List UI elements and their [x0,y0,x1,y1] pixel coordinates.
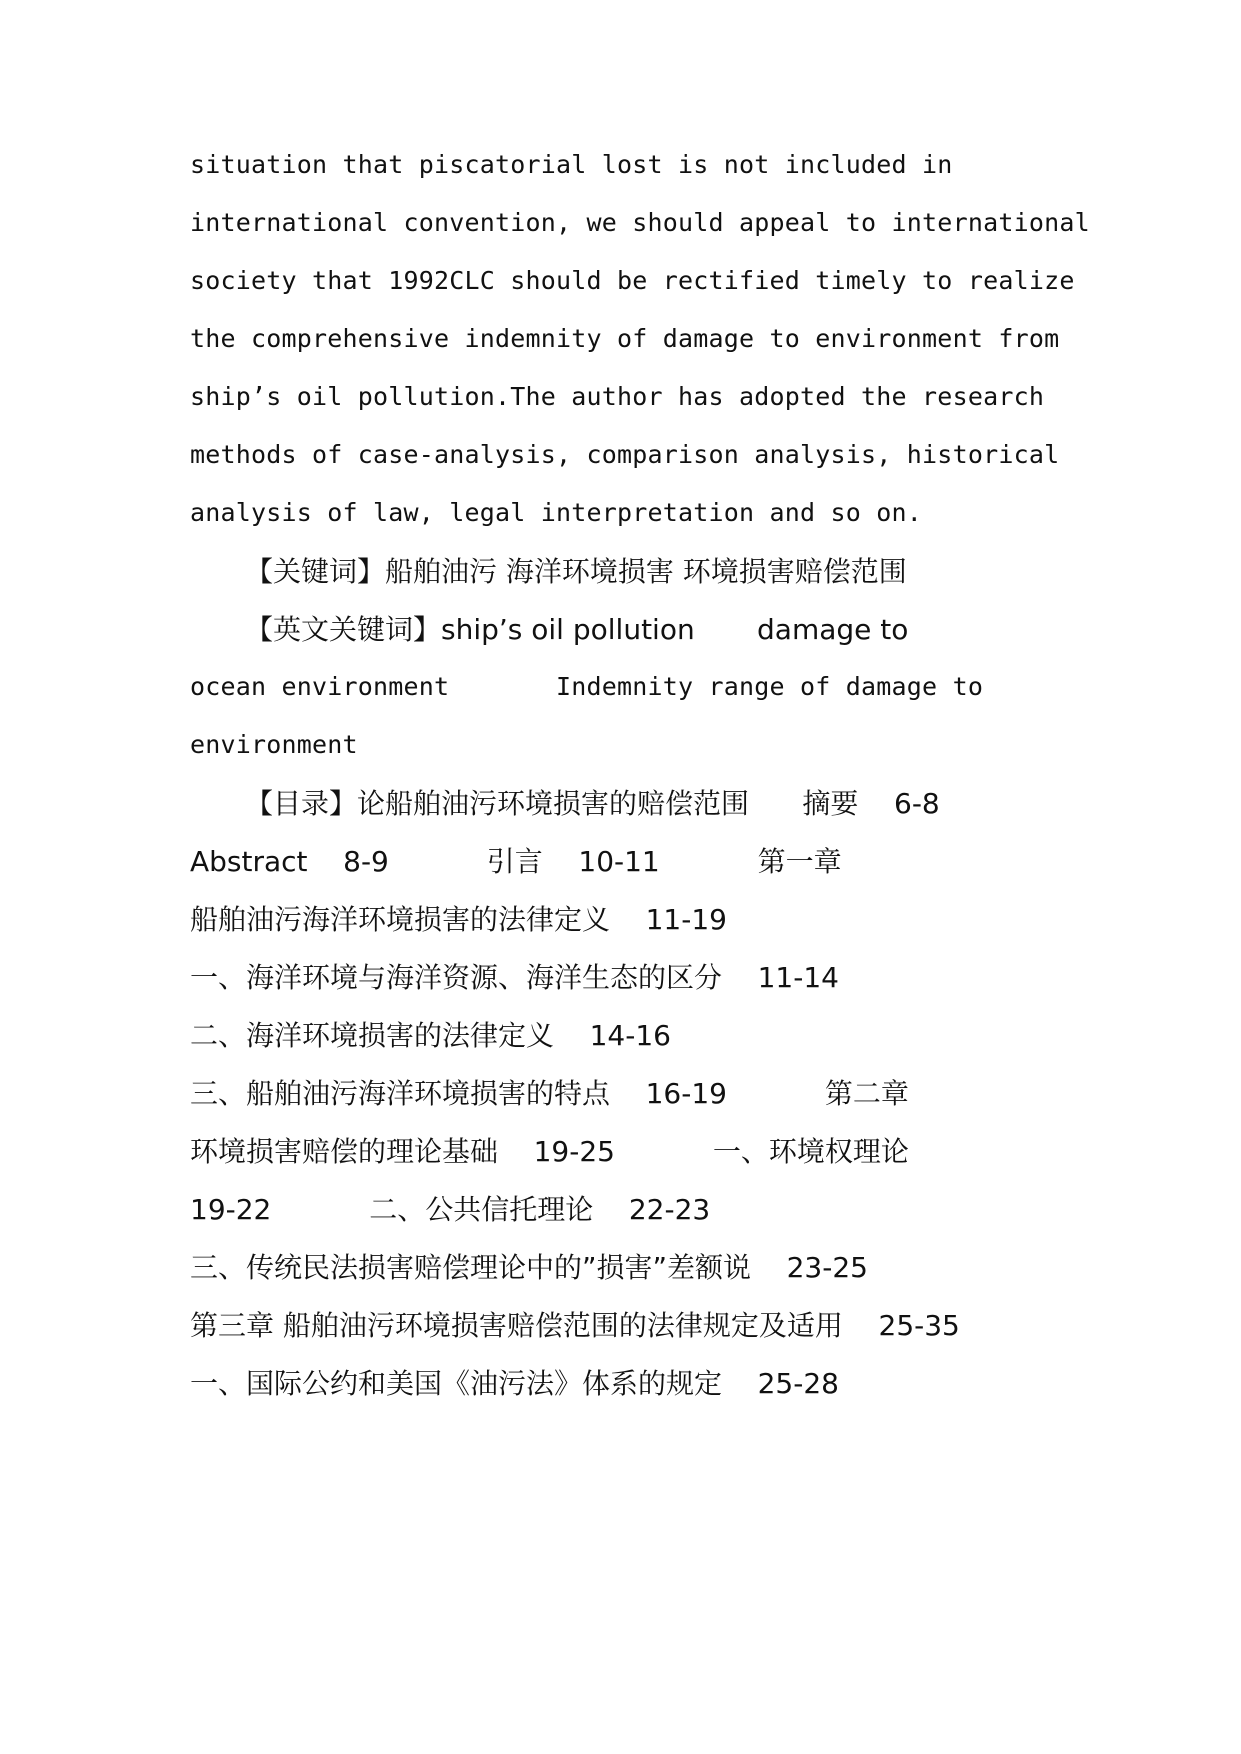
toc-line-5: 二、海洋环境损害的法律定义 14-16 [190,1019,671,1052]
toc-line-4: 一、海洋环境与海洋资源、海洋生态的区分 11-14 [190,961,839,994]
abstract-en-line-7: analysis of law, legal interpretation and so on. [190,498,923,527]
toc-line-2: Abstract 8-9 引言 10-11 第一章 [190,845,842,878]
toc-line-8: 19-22 二、公共信托理论 22-23 [190,1193,711,1226]
keywords-line: 【关键词】船舶油污 海洋环境损害 环境损害赔偿范围 [245,555,907,588]
abstract-en-line-2: international convention, we should appeal to international [190,208,1090,237]
en-keywords-line-1: 【英文关键词】ship’s oil pollution damage to [245,613,909,646]
en-keywords-line-3: environment [190,730,358,759]
toc-line-7: 环境损害赔偿的理论基础 19-25 一、环境权理论 [190,1135,909,1168]
toc-line-10: 第三章 船舶油污环境损害赔偿范围的法律规定及适用 25-35 [190,1309,960,1342]
abstract-en-line-6: methods of case-analysis, comparison analysis, historical [190,440,1060,469]
abstract-en-line-1: situation that piscatorial lost is not included in [190,150,953,179]
toc-line-11: 一、国际公约和美国《油污法》体系的规定 25-28 [190,1367,839,1400]
toc-line-3: 船舶油污海洋环境损害的法律定义 11-19 [190,903,727,936]
toc-line-6: 三、船舶油污海洋环境损害的特点 16-19 第二章 [190,1077,909,1110]
en-keywords-line-2: ocean environment Indemnity range of damage to [190,672,984,701]
abstract-en-line-5: ship’s oil pollution.The author has adopted the research [190,382,1045,411]
toc-line-9: 三、传统民法损害赔偿理论中的”损害”差额说 23-25 [190,1251,868,1284]
toc-line-1: 【目录】论船舶油污环境损害的赔偿范围 摘要 6-8 [245,787,940,820]
abstract-en-line-4: the comprehensive indemnity of damage to environment from [190,324,1060,353]
abstract-en-line-3: society that 1992CLC should be rectified timely to realize [190,266,1075,295]
